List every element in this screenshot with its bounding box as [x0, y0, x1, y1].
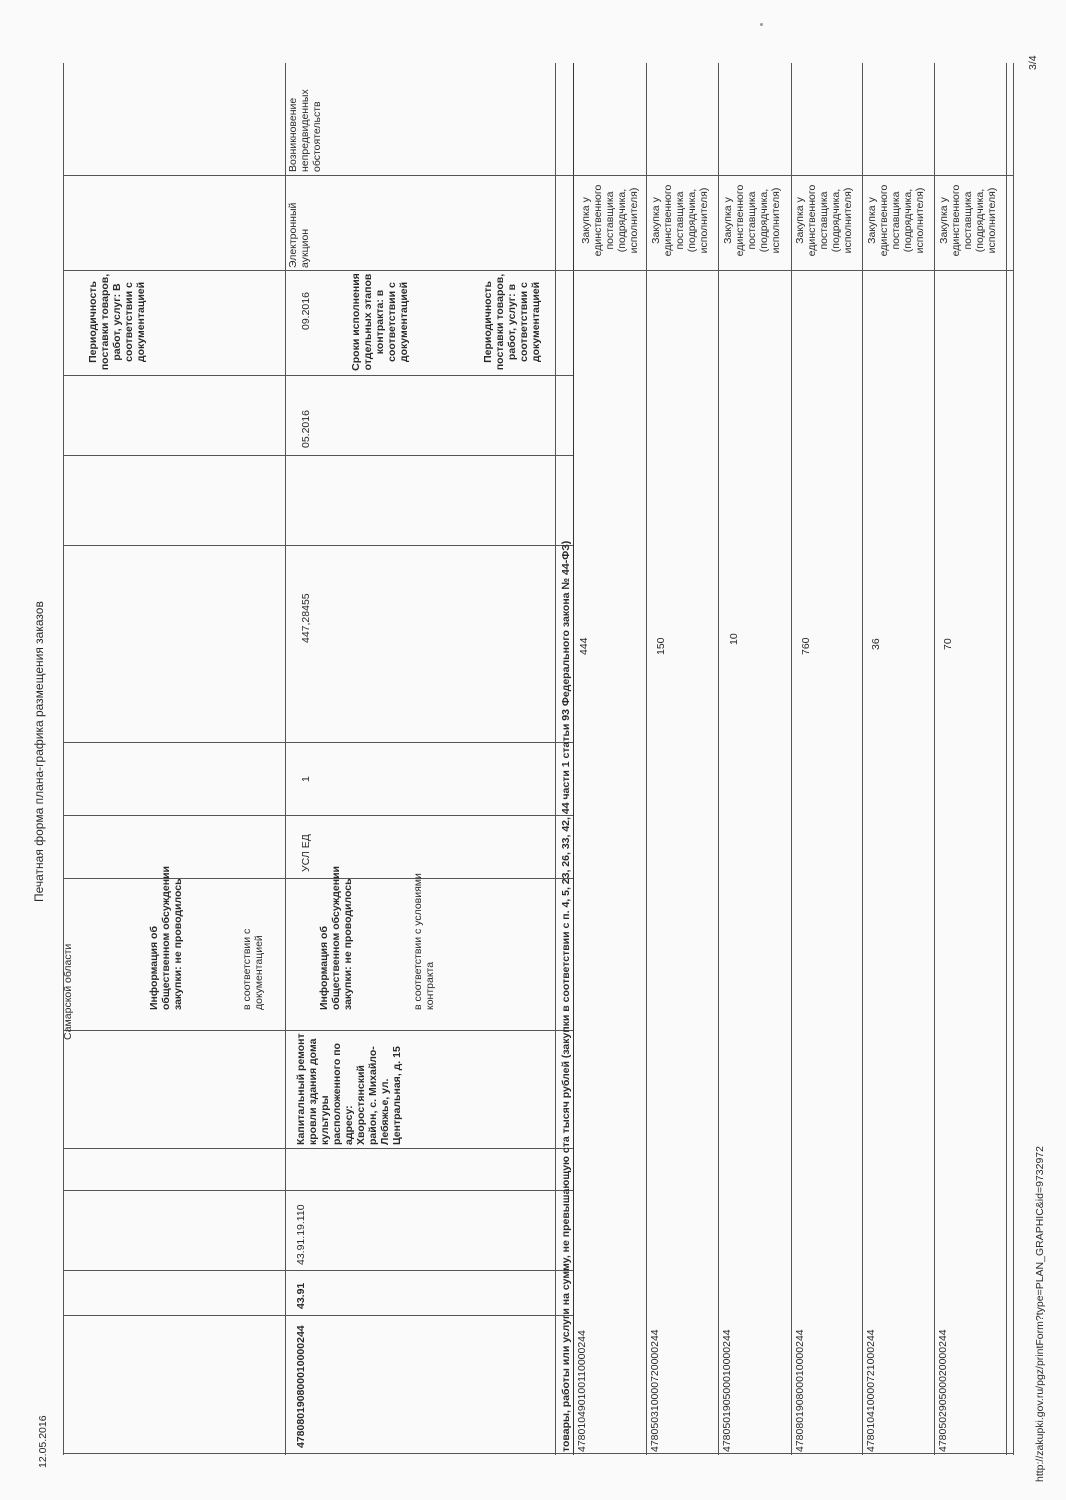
row-code: 478010490100110000244	[576, 1330, 588, 1452]
periodicity-label: Периодичность поставки товаров, работ, услуг: в соответствии с документацией	[482, 273, 542, 371]
print-date: 12.05.2016	[37, 1415, 49, 1468]
row-amount: 444	[578, 637, 590, 655]
row-method: Закупка у единственного поставщика (подрядчика, исполнителя)	[794, 184, 854, 257]
row-code: 478050310000720000244	[649, 1329, 661, 1452]
unit-label: УСЛ ЕД	[300, 834, 312, 872]
row-code: 478010410000721000244	[865, 1329, 877, 1452]
grid-line	[63, 1148, 573, 1149]
purchase-code: 478080190800010000244	[295, 1325, 307, 1448]
info-discussion: Информация об общественном обсуждении закупки: не проводилось	[148, 865, 184, 1010]
grid-line	[63, 815, 573, 816]
grid-line	[1006, 63, 1007, 1455]
grid-line	[63, 1190, 573, 1191]
info-discussion: Информация об общественном обсуждении закупки: не проводилось	[318, 865, 354, 1010]
row-method: Закупка у единственного поставщика (подрядчика, исполнителя)	[866, 184, 926, 257]
page-number: 3/4	[1027, 55, 1039, 70]
grid-line	[646, 63, 647, 1455]
row-method: Закупка у единственного поставщика (подрядчика, исполнителя)	[650, 184, 710, 257]
purchase-description: Капитальный ремонт кровли здания дома культуры расположенного по адресу: Хворостянский район, с. Михайло-Лебяжье, ул. Центральная, д. 15	[295, 1033, 403, 1145]
okved-code: 43.91	[295, 1282, 307, 1309]
row-method: Закупка у единственного поставщика (подрядчика, исполнителя)	[938, 184, 998, 257]
row-code: 478080190800010000244	[794, 1329, 806, 1452]
grid-line	[63, 375, 573, 376]
row-amount: 10	[728, 633, 740, 645]
grid-line	[862, 63, 863, 1455]
grid-line	[1013, 63, 1014, 1455]
quantity-value: 1	[300, 776, 312, 782]
row-amount: 70	[942, 638, 954, 650]
form-title: Печатная форма плана-графика размещения заказов	[32, 601, 46, 902]
row-code: 478050290500020000244	[937, 1329, 949, 1452]
grid-line	[63, 1270, 573, 1271]
scan-speck	[760, 23, 763, 26]
page-url-link[interactable]: http://zakupki.gov.ru/pgz/printForm?type=PLAN_GRAPHIC&id=9732972	[1034, 1146, 1046, 1482]
end-date: 09.2016	[300, 292, 312, 330]
grid-line	[63, 63, 64, 1455]
justification: Возникновение непредвиденных обстоятельств	[287, 89, 323, 172]
grid-line	[63, 1453, 1013, 1454]
stages-label: Сроки исполнения отдельных этапов контракта: в соответствии с документацией	[350, 273, 410, 371]
grid-line	[718, 63, 719, 1455]
row-amount: 150	[655, 637, 667, 655]
grid-line	[63, 270, 1013, 271]
per-documentation: в соответствии с документацией	[241, 928, 265, 1010]
grid-line	[285, 63, 286, 1455]
purchase-method: Электронный аукцион	[287, 202, 311, 268]
row-amount: 36	[870, 638, 882, 650]
row-amount: 760	[800, 637, 812, 655]
grid-line	[63, 455, 573, 456]
periodicity-label: Периодичность поставки товаров, работ, услуг: В соответствии с документацией	[87, 273, 147, 371]
grid-line	[791, 63, 792, 1455]
grid-line	[934, 63, 935, 1455]
per-contract: в соответствии с условиями контракта	[412, 873, 436, 1010]
grid-line	[63, 742, 573, 743]
grid-line	[63, 545, 573, 546]
grid-line	[573, 63, 574, 1455]
row-code: 478050190500010000244	[721, 1329, 733, 1452]
grid-line	[555, 63, 556, 1455]
region-label: Самарской области	[62, 943, 74, 1040]
amount-value: 447,28455	[300, 593, 312, 643]
grid-line	[63, 1315, 573, 1316]
okpd-code: 43.91.19.110	[295, 1204, 307, 1265]
row-method: Закупка у единственного поставщика (подрядчика, исполнителя)	[580, 184, 640, 257]
row-method: Закупка у единственного поставщика (подрядчика, исполнителя)	[722, 184, 782, 257]
section-header: товары, работы или услуги на сумму, не превышающую ста тысяч рублей (закупки в соответствии с п. 4, 5, 23, 26, 33, 42, 44 части 1 статьи 93 Федерального закона № 44-ФЗ)	[560, 540, 572, 1452]
start-date: 05.2016	[300, 410, 312, 448]
